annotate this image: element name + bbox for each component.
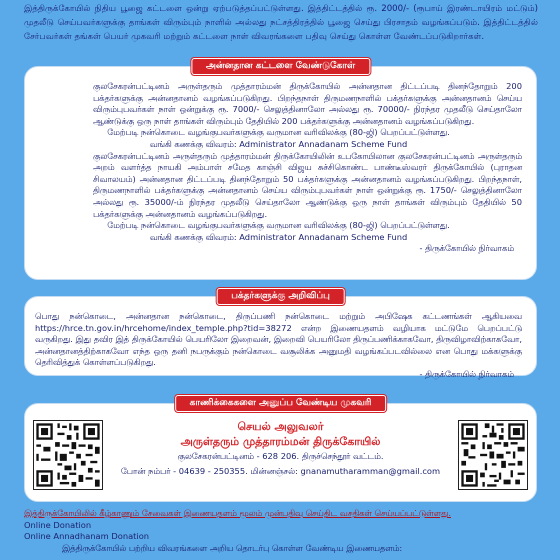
devotees-notice-title: பக்தர்களுக்கு அறிவிப்பு (216, 288, 345, 305)
devotees-notice-text: பொது நன்கொடை, அன்னதான நன்கொடை, திருப்பணி நன்கொடை மற்றும் அபிஷேக கட்டணங்கள் ஆகியவை https://hrce.tn.gov.in/hrcehome/index_temple.php?tid=38272 என்ற இணையதளம் வழியாக மட்டுமே பெறப்பட்டு வருகிறது. இது தவிர இத் திருக்கோயில் பெயரிலோ இறைவன், இறைவி பெயரிலோ திருப்பணிக்காகவோ, திருவிழாவிற்காகவோ, அன்னதானத்திற்காகவோ எந்த ஒரு தனி நபருக்கும் நன்கொடை வசூலிக்க அனுமதி வழங்கப்படவில்லை என பொது மக்களுக்கு தெரிவித்துக் கொள்ளப்படுகிறது. (35, 311, 522, 368)
bank-account-2: வங்கி கணக்கு விவரம்: Administrator Annadanam Scheme Fund (149, 231, 408, 242)
contact-details: போன் நம்பர் - 04639 - 250355. மின்னஞ்சல்: gnanamutharamman@gmail.com (120, 466, 441, 476)
online-services-notice: இத்திருக்கோயிலில் கீழ்காணும் சேவைகள் இணையதளம் மூலம் முன்பதிவு செய்திட வசதிகள் செய்யப்பட்டுள்ளது. (24, 508, 451, 518)
devotees-notice-body (25, 297, 536, 387)
tax-exemption-note-1: மேற்படி நன்கொடை வழங்குபவர்களுக்கு வருமான வரிவிலக்கு (80-ஜி) பெறப்பட்டுள்ளது. (107, 127, 450, 138)
website-info-label: இத்திருக்கோயில் பற்றிய விவரங்களை அறிய தொடர்பு கொள்ள வேண்டிய இணையதளம்: (62, 542, 403, 553)
temple-location: குலசேகரன்பட்டினம் - 628 206. திருச்செந்தூர் வட்டம். (177, 451, 384, 461)
annadhanam-signature: - திருக்கோயில் நிர்வாகம் (419, 243, 514, 254)
online-services-section (24, 508, 538, 554)
bank-account-1: வங்கி கணக்கு விவரம்: Administrator Annadanam Scheme Fund (149, 138, 408, 149)
qr-code-right-graphic (459, 421, 527, 489)
devotees-notice-card (24, 291, 537, 379)
online-annadhanam-donation-link[interactable]: Online Annadhanam Donation (24, 531, 150, 541)
annadhanam-card (24, 61, 537, 280)
address-card (24, 398, 537, 502)
online-donation-link[interactable]: Online Donation (24, 519, 92, 530)
qr-code-left-graphic (34, 421, 102, 489)
temple-name: அருள்தரும் முத்தாரம்மன் திருக்கோயில் (180, 435, 381, 448)
annadhanam-paragraph-2: குலசேகரன்பட்டினம் அருள்தரும் முத்தாரம்மன் திருக்கோயிலின் உபகோயிலான குலசேகரன்பட்டினம் அருள்தரும் அறம் வளர்த்த நாயகி அம்பாள் சமேத காஞ்சி விஜய சுச்சிகொண்ட பாண்டீஸ்வரர் திருக்கோயில் (புராதன சிவாலயம்) அன்னதான திட்டப்படி தினந்தோறும் 50 பக்தர்களுக்கு அன்னதானம் வழங்கப்படுகிறது. பிறந்தநாள், திருமணநாளில் பக்தர்களுக்கு அன்னதானம் செய்ய விரும்புபவர்கள் நாள் ஒன்றுக்கு ரூ. 1750/- செலுத்தினாலோ அல்லது ரூ. 35000/-ம் நிரந்தர முதலீடு செய்தாலோ ஆண்டுக்கு ஒரு நாள் தாங்கள் விரும்பும் தேதியில் 50 பக்தர்களுக்கு அன்னதானம் வழங்கப்படுகிறது. (93, 150, 522, 219)
qr-code-icon[interactable] (458, 420, 528, 490)
annadhanam-paragraph-1: குலசேகரன்பட்டினம் அருள்தரும் முத்தாரம்மன் திருக்கோயில் அன்னதான திட்டப்படி தினந்தோறும் 200 பக்தர்களுக்கு அன்னதானம் வழங்கப்படுகிறது. பிறந்தநாள் திருமணநாளில் பக்தர்களுக்கு அன்னதானம் செய்ய விரும்புபவர்கள் நாள் ஒன்றுக்கு ரூ. 7000/- செலுத்தினாலோ அல்லது ரூ. 70000/- நிரந்தர முதலீடு செய்தாலோ ஆண்டுக்கு ஒரு நாள் தாங்கள் விரும்பும் தேதியில் 200 பக்தர்களுக்கு அன்னதானம் வழங்கப்படுகிறது. (93, 81, 522, 126)
address-card-title: காணிக்கைகளை அனுப்ப வேண்டிய முகவரி (175, 395, 387, 412)
intro-paragraph: இத்திருக்கோயில் நிதிய பூஜை கட்டளை ஒன்று ஏற்படுத்தப்பட்டுள்ளது. இத்திட்டத்தில் ரூ. 2000/- (ரூபாய் இரண்டாயிரம் மட்டும்) முதலீடு செய்பவர்களுக்கு தாங்கள் விரும்பும் நாளில் அல்லது நட்சத்திரத்தில் பூஜை செய்து பிரசாதம் வழங்கப்படும். இத்திட்டத்தில் சேர்பவர்கள் தங்கள் பெயர் முகவரி மற்றும் கட்டளை நாள் விவரங்களை பதிவு செய்து கொள்ள வேண்டப்படுகிறார்கள். (24, 4, 538, 42)
tax-exemption-note-2: மேற்படி நன்கொடை வழங்குபவர்களுக்கு வருமான வரிவிலக்கு (80-ஜி) பெறப்பட்டுள்ளது. (107, 220, 450, 231)
executive-officer-label: செயல் அலுவலர் (237, 420, 324, 433)
address-block (115, 420, 446, 479)
annadhanam-card-body (25, 67, 536, 261)
annadhanam-card-title: அன்னதான கட்டளை வேண்டுகோள் (191, 58, 370, 75)
devotees-notice-signature: - திருக்கோயில் நிர்வாகம் (419, 368, 514, 379)
qr-code-icon[interactable] (33, 420, 103, 490)
